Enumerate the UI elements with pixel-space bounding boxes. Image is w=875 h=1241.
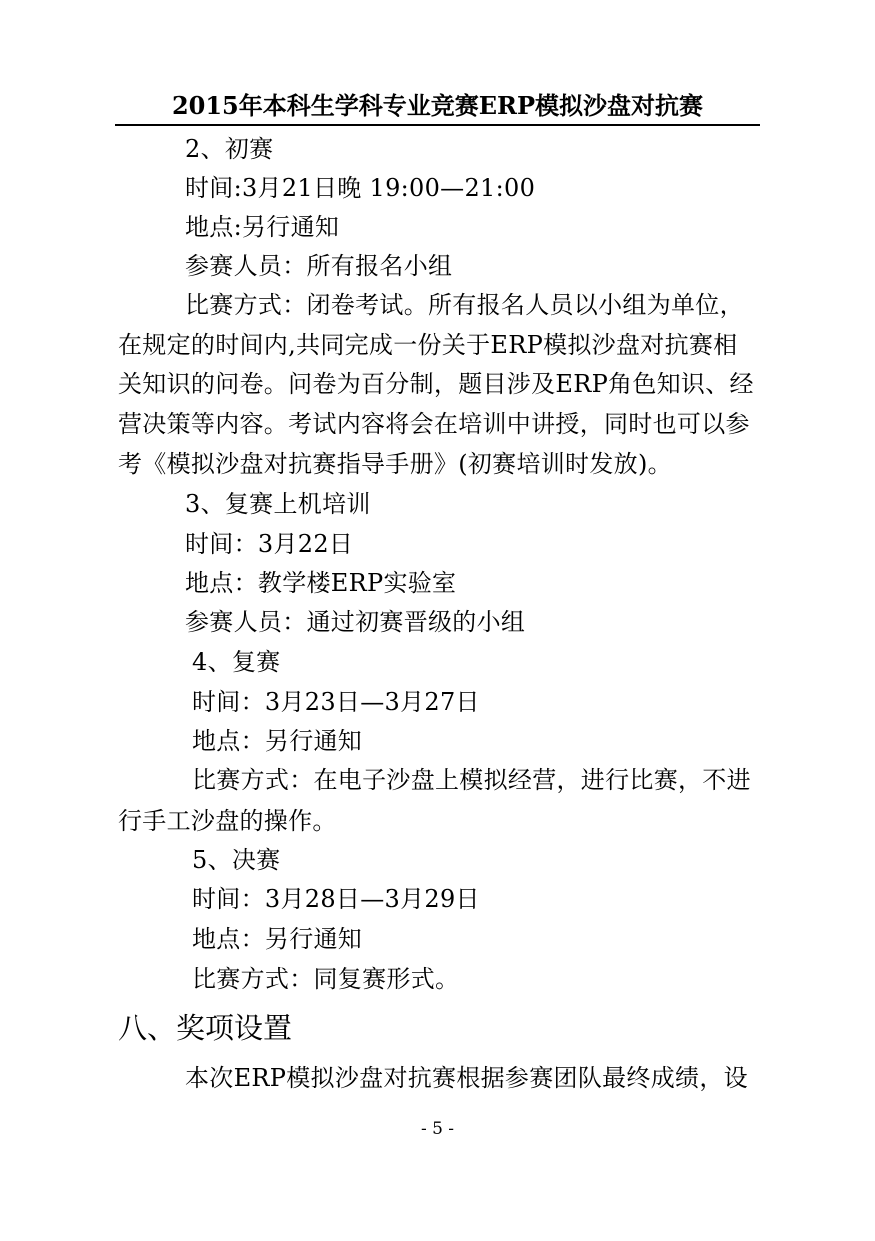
subsection-heading-semifinal: 4、复赛	[192, 648, 281, 676]
text-line: 时间：3月23日—3月27日	[192, 688, 480, 716]
text-line: 时间：3月22日	[185, 530, 354, 558]
text-line: 参赛人员：通过初赛晋级的小组	[185, 608, 526, 636]
text-line: 比赛方式：闭卷考试。所有报名人员以小组为单位，	[185, 291, 744, 319]
text-line: 地点：教学楼ERP实验室	[185, 569, 457, 597]
page-header-title: 2015年本科生学科专业竞赛ERP模拟沙盘对抗赛	[171, 91, 704, 120]
text-line: 时间:3月21日晚 19:00—21:00	[185, 174, 536, 202]
subsection-heading-training: 3、复赛上机培训	[185, 490, 371, 518]
page-number: - 5 -	[420, 1119, 455, 1139]
text-line: 时间：3月28日—3月29日	[192, 885, 480, 913]
section-heading-awards: 八、奖项设置	[118, 1011, 293, 1045]
text-line: 在规定的时间内,共同完成一份关于ERP模拟沙盘对抗赛相	[118, 331, 738, 359]
text-line: 地点:另行通知	[185, 213, 340, 241]
text-line: 地点：另行通知	[192, 727, 363, 755]
text-line: 关知识的问卷。问卷为百分制，题目涉及ERP角色知识、经	[118, 370, 754, 398]
text-line: 行手工沙盘的操作。	[118, 807, 337, 835]
subsection-heading-preliminary: 2、初赛	[185, 135, 274, 163]
text-line: 参赛人员：所有报名小组	[185, 252, 453, 280]
text-line: 比赛方式：同复赛形式。	[192, 965, 460, 993]
text-line: 考《模拟沙盘对抗赛指导手册》(初赛培训时发放)。	[118, 450, 672, 478]
header-rule	[115, 124, 760, 126]
text-line: 比赛方式：在电子沙盘上模拟经营，进行比赛，不进	[192, 766, 751, 794]
text-line: 本次ERP模拟沙盘对抗赛根据参赛团队最终成绩，设	[185, 1064, 748, 1092]
subsection-heading-final: 5、决赛	[192, 846, 281, 874]
text-line: 地点：另行通知	[192, 925, 363, 953]
text-line: 营决策等内容。考试内容将会在培训中讲授，同时也可以参	[118, 410, 750, 438]
